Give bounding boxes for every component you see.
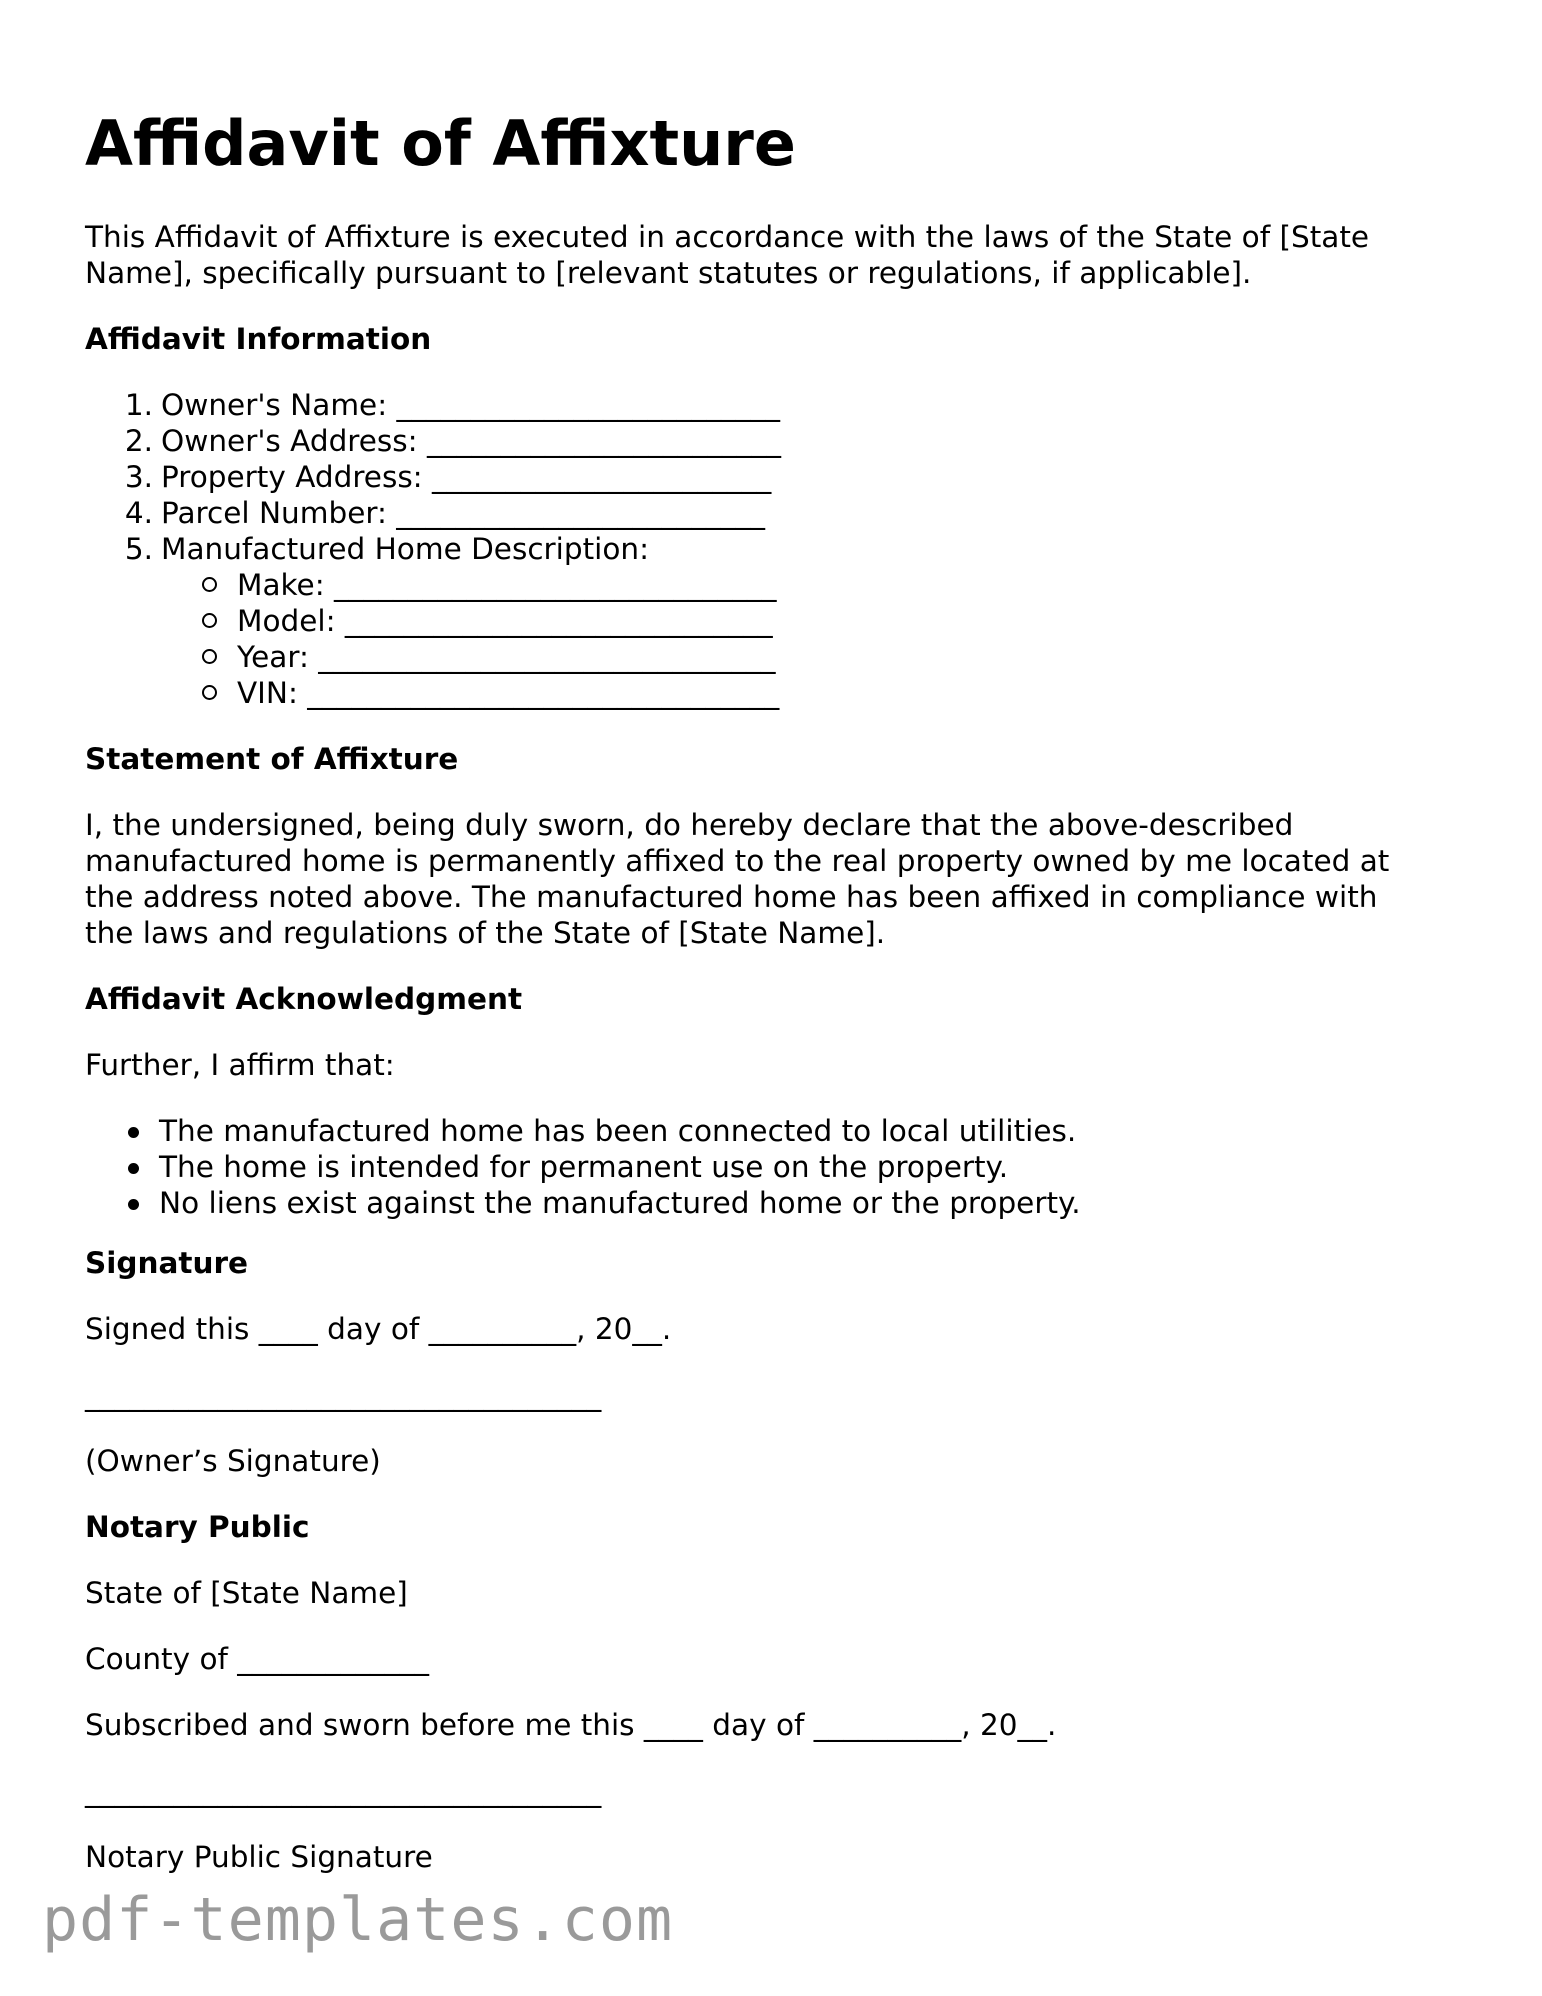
list-item bbox=[202, 603, 779, 639]
affidavit-information-list bbox=[115, 387, 781, 567]
statement-line-2: manufactured home is permanently affixed to the real property owned by me located at bbox=[85, 844, 1390, 878]
model-field: Model: _____________________________ bbox=[237, 604, 773, 638]
owner-signature-line: ___________________________________ bbox=[85, 1378, 602, 1412]
home-description-sublist bbox=[202, 567, 779, 711]
bullet-icon bbox=[128, 1163, 139, 1174]
owner-signature-label: (Owner’s Signature) bbox=[85, 1444, 381, 1478]
circle-bullet-icon bbox=[202, 649, 217, 664]
circle-bullet-icon bbox=[202, 577, 217, 592]
statement-heading: Statement of Affixture bbox=[85, 742, 459, 776]
owner-name-field: Owner's Name: __________________________ bbox=[161, 388, 781, 422]
intro-line-1: This Affidavit of Affixture is executed in accordance with the laws of the State of [State bbox=[85, 220, 1370, 254]
list-item: 2. Owner's Address: ________________________ bbox=[124, 424, 781, 458]
make-field: Make: ______________________________ bbox=[237, 568, 777, 602]
acknowledgment-list bbox=[128, 1113, 1081, 1221]
circle-bullet-icon bbox=[202, 613, 217, 628]
bullet-icon bbox=[128, 1127, 139, 1138]
acknowledgment-intro: Further, I affirm that: bbox=[85, 1048, 395, 1082]
affidavit-information-heading: Affidavit Information bbox=[85, 322, 432, 356]
notary-signature-label: Notary Public Signature bbox=[85, 1840, 433, 1874]
list-item: The manufactured home has been connected to local utilities. bbox=[128, 1113, 1081, 1149]
list-item: No liens exist against the manufactured home or the property. bbox=[128, 1185, 1081, 1221]
signature-heading: Signature bbox=[85, 1246, 249, 1280]
list-item: 1. Owner's Name: __________________________ bbox=[124, 388, 781, 422]
acknowledgment-heading: Affidavit Acknowledgment bbox=[85, 982, 523, 1016]
statement-line-4: the laws and regulations of the State of [State Name]. bbox=[85, 916, 886, 950]
property-address-field: Property Address: _______________________ bbox=[161, 460, 772, 494]
vin-field: VIN: ________________________________ bbox=[237, 676, 780, 710]
intro-line-2: Name], specifically pursuant to [relevant statutes or regulations, if applicable]. bbox=[85, 256, 1252, 290]
notary-heading: Notary Public bbox=[85, 1510, 310, 1544]
list-item: The home is intended for permanent use on the property. bbox=[128, 1149, 1081, 1185]
list-item: 4. Parcel Number: _________________________ bbox=[124, 496, 766, 530]
parcel-number-field: Parcel Number: _________________________ bbox=[161, 496, 766, 530]
notary-sworn-line: Subscribed and sworn before me this ____ day of __________, 20__. bbox=[85, 1708, 1057, 1742]
home-description-label: Manufactured Home Description: bbox=[161, 532, 650, 566]
year-field: Year: _______________________________ bbox=[237, 640, 776, 674]
notary-county-line: County of _____________ bbox=[85, 1642, 430, 1676]
notary-state-line: State of [State Name] bbox=[85, 1576, 408, 1610]
list-item bbox=[202, 567, 779, 603]
signed-date-line: Signed this ____ day of __________, 20__. bbox=[85, 1312, 672, 1346]
document-title: Affidavit of Affixture bbox=[85, 107, 796, 180]
notary-signature-line: ___________________________________ bbox=[85, 1774, 602, 1808]
owner-address-field: Owner's Address: ________________________ bbox=[161, 424, 781, 458]
list-item bbox=[202, 639, 779, 675]
statement-line-1: I, the undersigned, being duly sworn, do hereby declare that the above-described bbox=[85, 808, 1294, 842]
statement-line-3: the address noted above. The manufactured home has been affixed in compliance with bbox=[85, 880, 1378, 914]
watermark: pdf-templates.com bbox=[42, 1885, 674, 1955]
list-item bbox=[202, 675, 779, 711]
circle-bullet-icon bbox=[202, 685, 217, 700]
list-item: 3. Property Address: _______________________ bbox=[124, 460, 772, 494]
bullet-icon bbox=[128, 1199, 139, 1210]
list-item: 5. Manufactured Home Description: bbox=[124, 532, 650, 566]
